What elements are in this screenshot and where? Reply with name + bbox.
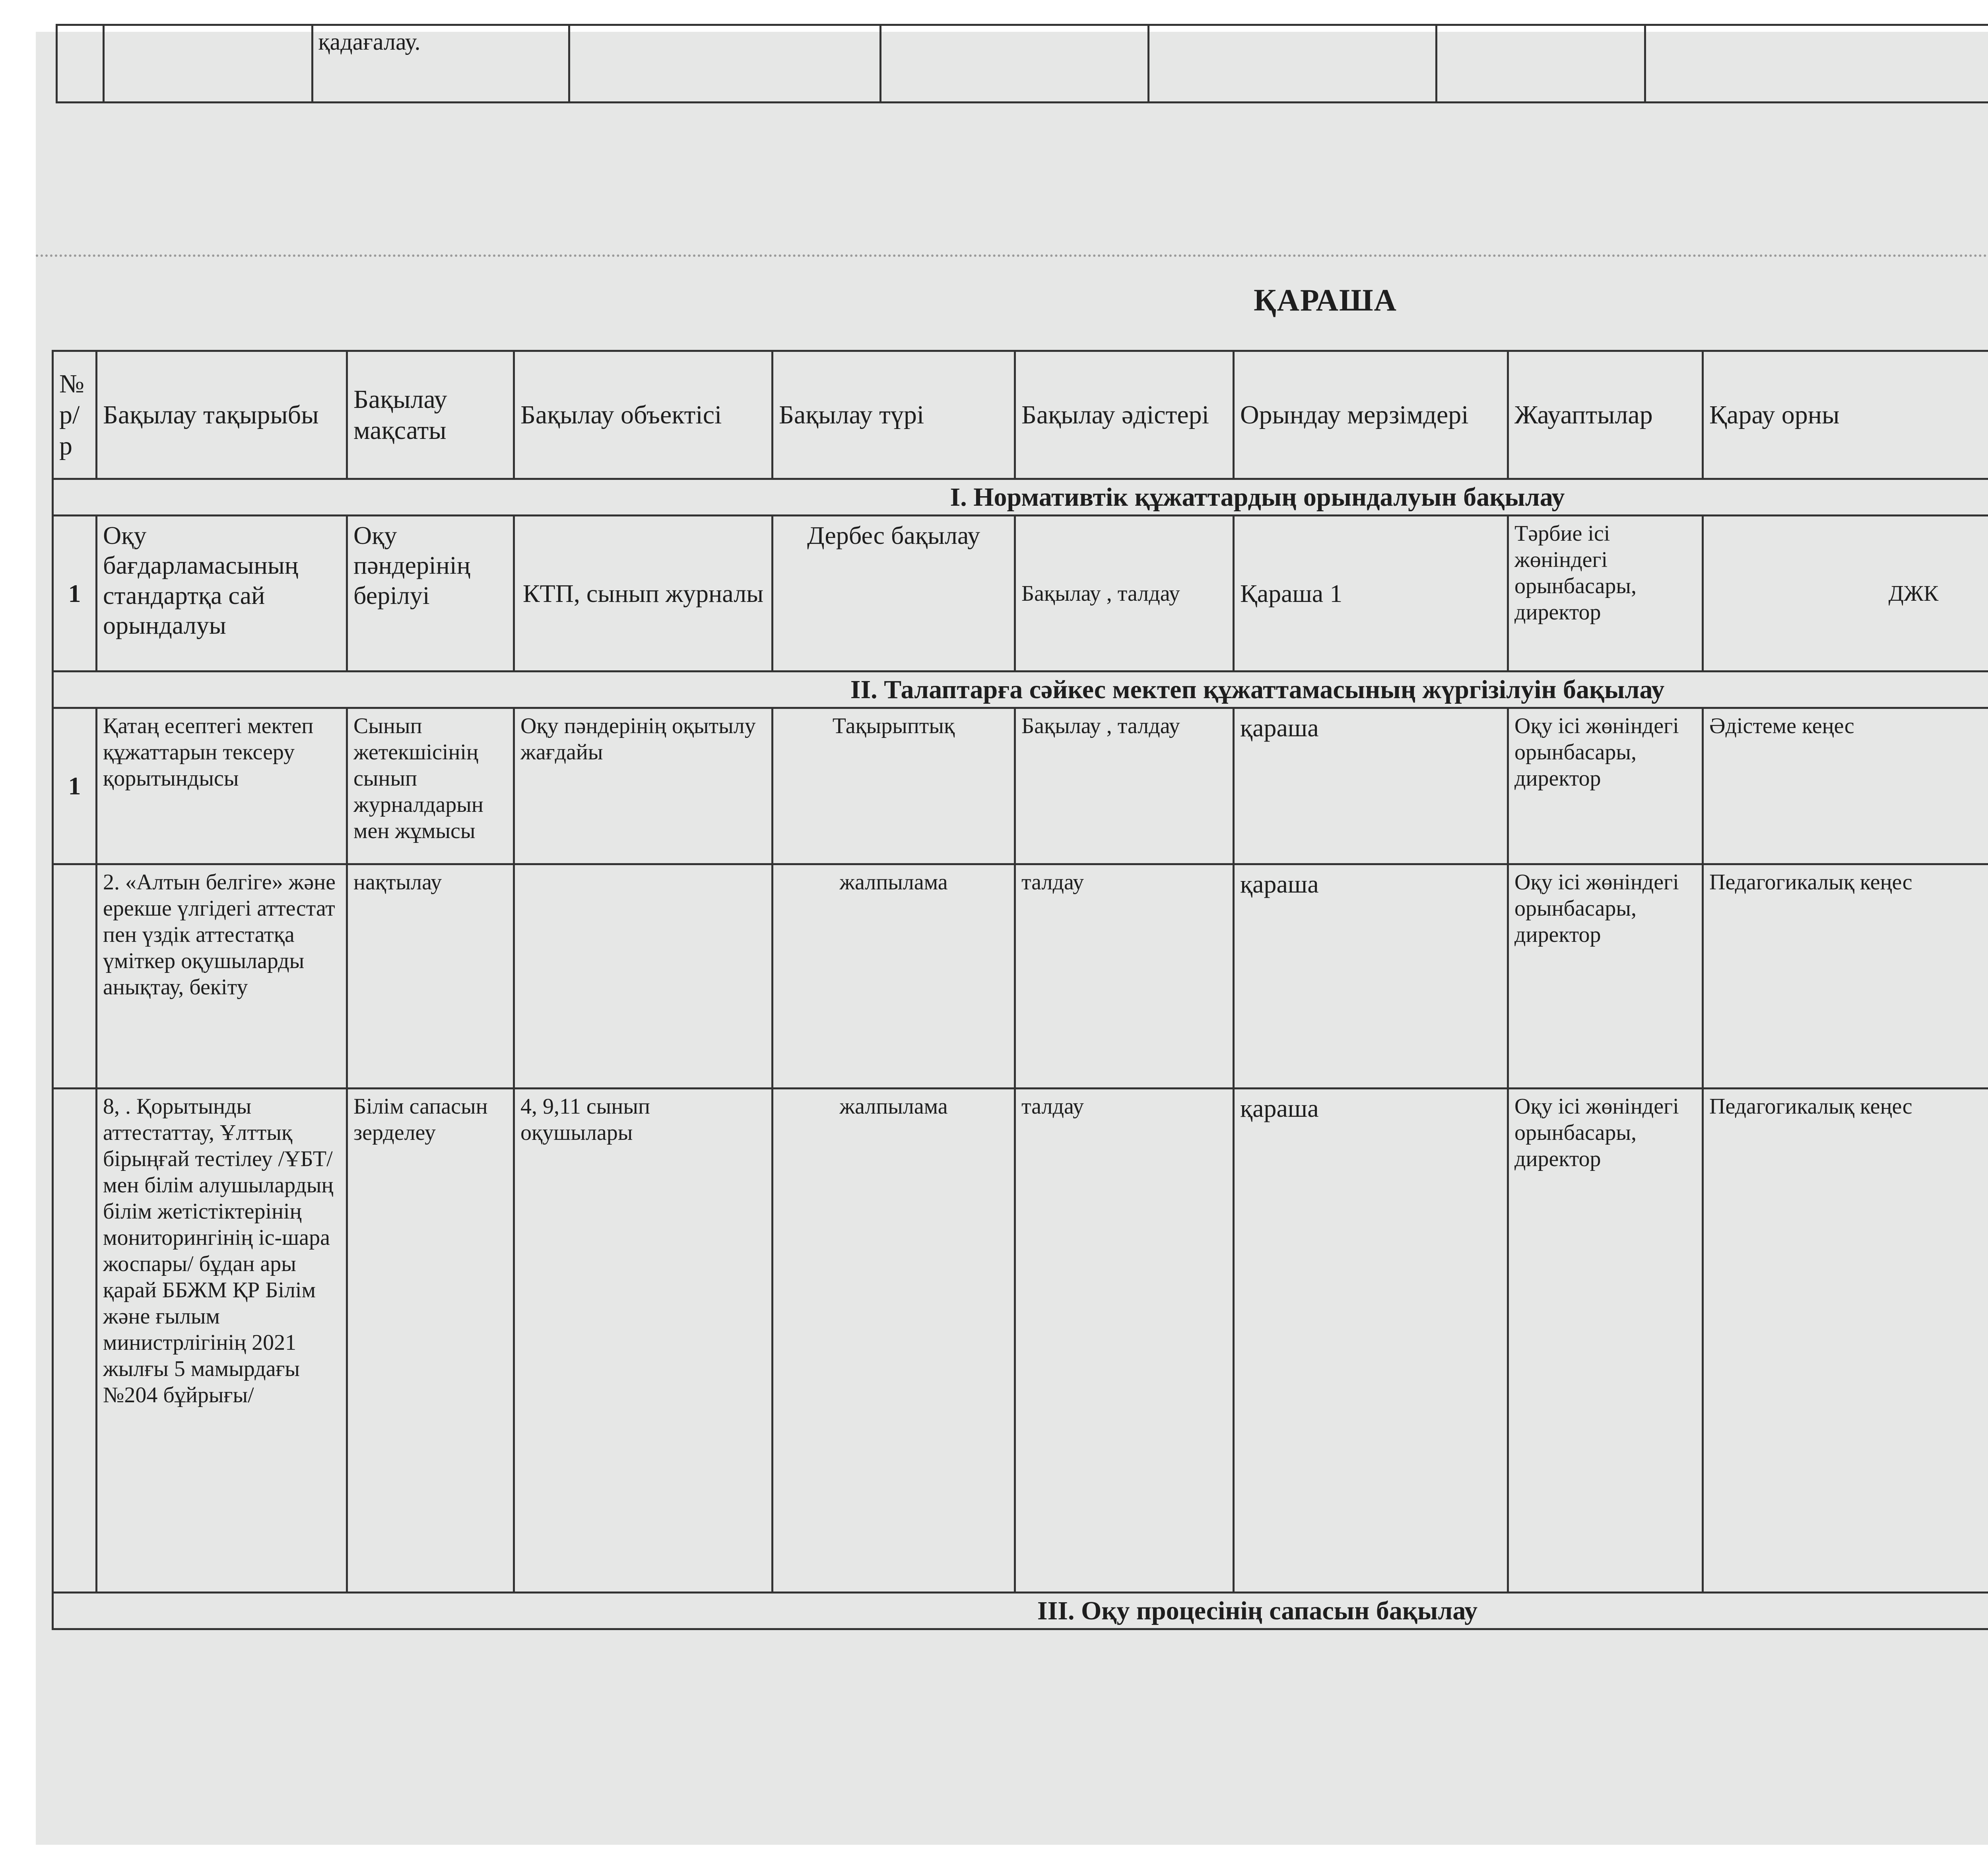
row-deadline: қараша <box>1234 1088 1508 1593</box>
row-number: 1 <box>53 515 97 672</box>
row-number: 1 <box>53 708 97 864</box>
row-venue: Педагогикалық кеңес <box>1703 1088 1988 1593</box>
table-row <box>53 515 1988 672</box>
row-deadline: Қараша 1 <box>1234 515 1508 672</box>
row-number <box>53 864 97 1088</box>
header-venue: Қарау орны <box>1703 351 1988 479</box>
row-object: Оқу пәндерінің оқытылу жағдайы <box>514 708 773 864</box>
row-type: Дербес бақылау <box>773 515 1015 672</box>
header-responsible: Жауаптылар <box>1508 351 1703 479</box>
row-method: талдау <box>1015 1088 1234 1593</box>
header-goal: Бақылау мақсаты <box>347 351 514 479</box>
section-title: ІІІ. Оқу процесінің сапасын бақылау <box>53 1593 1988 1629</box>
table-row <box>53 1088 1988 1593</box>
row-topic: 8, . Қорытынды аттестаттау, Ұлттық бірыңғай тестілеу /ҰБТ/ мен білім алушылардың білім жетістіктерінің мониторингінің іс-шара жоспары/ бұдан ары қарай ББЖМ ҚР Білім және ғылым министрлігінің 2021 жылғы 5 мамырдағы №204 бұйрығы/ <box>97 1088 347 1593</box>
row-object <box>514 864 773 1088</box>
month-title: ҚАРАША <box>1254 283 1397 317</box>
fragment-text: қадағалау. <box>313 25 569 103</box>
section-row <box>53 1593 1988 1629</box>
row-goal: Сынып жетекшісінің сынып журналдарын мен жұмысы <box>347 708 514 864</box>
row-topic: Қатаң есептегі мектеп құжаттарын тексеру қорытындысы <box>97 708 347 864</box>
row-method: Бақылау , талдау <box>1015 515 1234 672</box>
section-title: І. Нормативтік құжаттардың орындалуын бақылау <box>53 479 1988 516</box>
row-deadline: қараша <box>1234 864 1508 1088</box>
header-method: Бақылау әдістері <box>1015 351 1234 479</box>
header-row <box>53 351 1988 479</box>
section-title: ІІ. Талаптарға сәйкес мектеп құжаттамасының жүргізілуін бақылау <box>53 672 1988 708</box>
row-responsible: Оқу ісі жөніндегі орынбасары, директор <box>1508 708 1703 864</box>
row-topic: 2. «Алтын белгіге» және ерекше үлгідегі аттестат пен үздік аттестатқа үміткер оқушыларды анықтау, бекіту <box>97 864 347 1088</box>
table-row <box>53 708 1988 864</box>
row-responsible: Тәрбие ісі жөніндегі орынбасары, директор <box>1508 515 1703 672</box>
table-row <box>53 864 1988 1088</box>
row-method: талдау <box>1015 864 1234 1088</box>
row-goal: Оқу пәндерінің берілуі <box>347 515 514 672</box>
previous-table-fragment <box>56 24 1988 103</box>
header-number: № р/ р <box>53 351 97 479</box>
row-object: КТП, сынып журналы <box>514 515 773 672</box>
page-fold-line <box>36 254 1988 257</box>
row-venue: ДЖК <box>1703 515 1988 672</box>
row-number <box>53 1088 97 1593</box>
header-deadline: Орындау мерзімдері <box>1234 351 1508 479</box>
row-deadline: қараша <box>1234 708 1508 864</box>
header-type: Бақылау түрі <box>773 351 1015 479</box>
row-topic: Оқу бағдарламасының стандартқа сай орындалуы <box>97 515 347 672</box>
section-row <box>53 672 1988 708</box>
row-method: Бақылау , талдау <box>1015 708 1234 864</box>
row-type: жалпылама <box>773 864 1015 1088</box>
row-type: жалпылама <box>773 1088 1015 1593</box>
section-row <box>53 479 1988 516</box>
row-type: Тақырыптық <box>773 708 1015 864</box>
row-venue: Педагогикалық кеңес <box>1703 864 1988 1088</box>
row-responsible: Оқу ісі жөніндегі орынбасары, директор <box>1508 864 1703 1088</box>
control-plan-table <box>52 350 1988 1630</box>
row-responsible: Оқу ісі жөніндегі орынбасары, директор <box>1508 1088 1703 1593</box>
header-object: Бақылау объектісі <box>514 351 773 479</box>
row-goal: нақтылау <box>347 864 514 1088</box>
row-object: 4, 9,11 сынып оқушылары <box>514 1088 773 1593</box>
header-topic: Бақылау тақырыбы <box>97 351 347 479</box>
row-goal: Білім сапасын зерделеу <box>347 1088 514 1593</box>
row-venue: Әдістеме кеңес <box>1703 708 1988 864</box>
